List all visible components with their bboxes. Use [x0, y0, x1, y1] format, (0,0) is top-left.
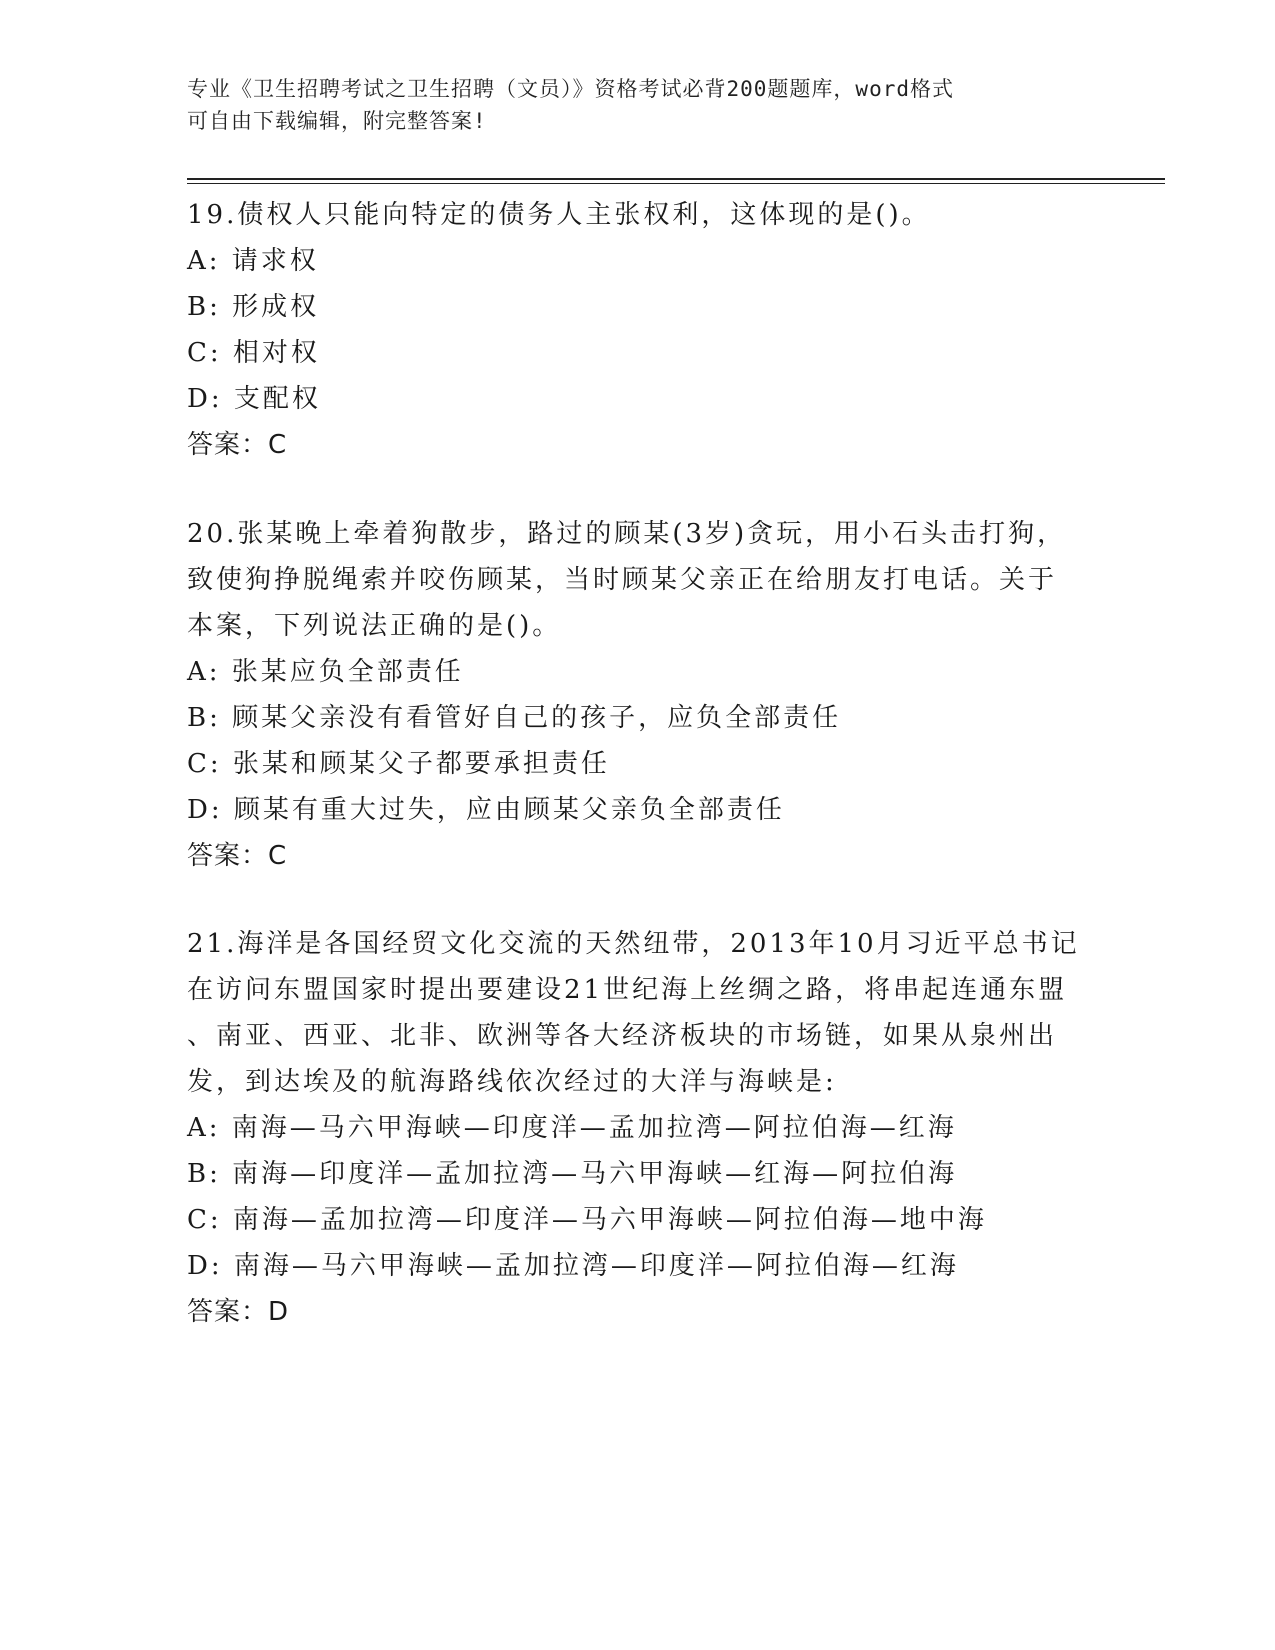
- question-stem: 致使狗挣脱绳索并咬伤顾某，当时顾某父亲正在给朋友打电话。关于: [187, 565, 1058, 595]
- option-a: A: 请求权: [187, 246, 319, 276]
- header-divider-thick: [187, 178, 1165, 180]
- option-b: B: 形成权: [187, 292, 320, 322]
- question-stem: 在访问东盟国家时提出要建设21世纪海上丝绸之路，将串起连通东盟: [187, 975, 1068, 1005]
- option-a: A: 张某应负全部责任: [187, 657, 464, 687]
- header-divider-thin: [187, 183, 1165, 184]
- option-c: C: 张某和顾某父子都要承担责任: [187, 749, 610, 779]
- document-header: [187, 73, 1087, 137]
- answer-label: 答案：C: [187, 430, 288, 460]
- header-line: 可自由下载编辑，附完整答案!: [187, 109, 487, 133]
- question-stem: 、南亚、西亚、北非、欧洲等各大经济板块的市场链，如果从泉州出: [187, 1021, 1058, 1051]
- option-b: B: 南海—印度洋—孟加拉湾—马六甲海峡—红海—阿拉伯海: [187, 1159, 958, 1189]
- answer-label: 答案：D: [187, 1297, 290, 1327]
- question-20: [187, 511, 1087, 879]
- question-stem: 20.张某晚上牵着狗散步，路过的顾某(3岁)贪玩，用小石头击打狗，: [187, 519, 1067, 549]
- question-19: [187, 192, 1087, 468]
- option-d: D: 支配权: [187, 384, 321, 414]
- option-a: A: 南海—马六甲海峡—印度洋—孟加拉湾—阿拉伯海—红海: [187, 1113, 957, 1143]
- option-d: D: 南海—马六甲海峡—孟加拉湾—印度洋—阿拉伯海—红海: [187, 1251, 959, 1281]
- option-c: C: 南海—孟加拉湾—印度洋—马六甲海峡—阿拉伯海—地中海: [187, 1205, 987, 1235]
- question-stem: 本案，下列说法正确的是()。: [187, 611, 562, 641]
- answer-label: 答案：C: [187, 841, 288, 871]
- option-b: B: 顾某父亲没有看管好自己的孩子，应负全部责任: [187, 703, 842, 733]
- question-stem: 21.海洋是各国经贸文化交流的天然纽带，2013年10月习近平总书记: [187, 929, 1080, 959]
- header-line: 专业《卫生招聘考试之卫生招聘（文员）》资格考试必背200题题库，word格式: [187, 77, 954, 101]
- option-d: D: 顾某有重大过失，应由顾某父亲负全部责任: [187, 795, 785, 825]
- question-stem: 发，到达埃及的航海路线依次经过的大洋与海峡是:: [187, 1067, 837, 1097]
- option-c: C: 相对权: [187, 338, 320, 368]
- question-21: [187, 921, 1087, 1335]
- question-stem: 19.债权人只能向特定的债务人主张权利，这体现的是()。: [187, 200, 931, 230]
